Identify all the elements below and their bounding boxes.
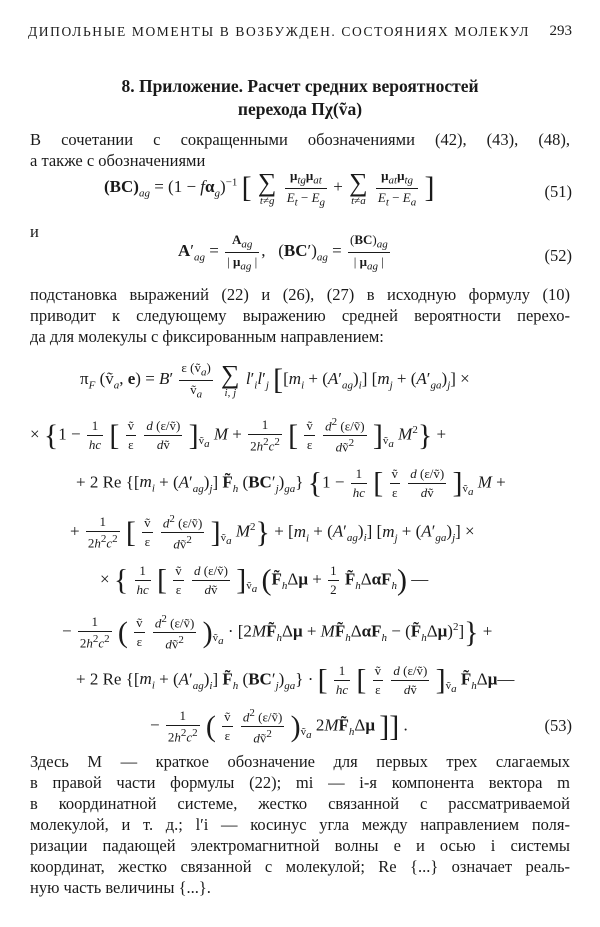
running-title: ДИПОЛЬНЫЕ МОМЕНТЫ В ВОЗБУЖДЕН. СОСТОЯНИЯХ МОЛЕКУЛ (28, 24, 530, 39)
equation-53-line3: + 2 Re {$[m_i + (A'_{ag})_j]$ $F̃_h$ $(BC'_j)_{ga}$} {1 − $\frac{1}{hc}$ [ $\frac{\text{ṽ}}{\varepsilon}$ $\frac{\text{d (ε/ṽ)}}{\text{dṽ}}$ ]$_{ṽ_a}$ M + (76, 466, 506, 500)
closing-line5: ризации падающей электромагнитной волны e и осью i системы (30, 836, 570, 855)
substitution-line2: приводит к следующему выражению средней вероятности перехо- (30, 306, 570, 325)
equation-53-label: (53) (544, 716, 572, 735)
section-title-line1: 8. Приложение. Расчет средних вероятностей (121, 76, 479, 96)
closing-line2: в правой части формулы (22); mi — i-я компонента вектора m (30, 773, 570, 792)
and-word: и (30, 222, 39, 241)
substitution-line3: да для молекулы с фиксированным направлением: (30, 327, 384, 346)
equation-53-line2: × {1 − $\frac{1}{hc}$ [ $\frac{\text{ṽ}}{\varepsilon}$ $\frac{\text{d (ε/ṽ)}}{\text{dṽ}}$ ]$_{ṽ_a}$ M + $\frac{1}{2h^2c^2}$ [ $\frac{\text{ṽ}}{\varepsilon}$ $\frac{d^2 (\varepsilon/ṽ)}{dṽ^2}$ ]$_{ṽ_a}$ $M^2$} + (30, 416, 447, 455)
intro-line2: а также с обозначениями (30, 151, 206, 170)
closing-line4: молекулой, и т. д.; l′i — косинус угла между направлением поля- (30, 815, 570, 834)
equation-53-line7: + 2 Re {$[m_i + (A'_{ag})_i]$ $F̃_h$ $(BC'_j)_{ga}$} · [ $\frac{1}{hc}$ [ $\frac{\text{ṽ}}{\varepsilon}$ $\frac{\text{d (ε/ṽ)}}{\text{dṽ}}$ ]$_{ṽ_a}$ $F̃_h\Delta\mu—$ (76, 663, 515, 697)
equation-52: $A'_{ag}$ = $\frac{A_{ag}}{| \mu_{ag} |}$ , $(BC')_{ag}$ = $\frac{(BC)_{ag}}{| \mu_{ag} |}$ (178, 232, 388, 273)
equation-51-label: (51) (544, 182, 572, 201)
section-title-line2: перехода Πχ(ṽa) (237, 99, 363, 119)
equation-53-line8: − $\frac{1}{2h^2c^2}$ ( $\frac{\text{ṽ}}{\varepsilon}$ $\frac{d^2 (\varepsilon/ṽ)}{dṽ^2}$ )$_{ṽ_a}$ $2MF̃_h\Delta\mu$ ]] . (150, 707, 408, 746)
equation-53-line1: $\pi_F$ (ṽ$_a$, e) = B′ $\frac{\varepsilon (ṽ_a)}{ṽ_a}$ ∑ i, j $l'_il'_j$ [$[m_i + (A'_{ag})_i] [m_j + (A'_{ga})_j]$ × (80, 359, 470, 401)
substitution-line1: подстановка выражений (22) и (26), (27) в исходную формулу (10) (30, 285, 570, 304)
equation-53-line6: − $\frac{1}{2h^2c^2}$ ( $\frac{\text{ṽ}}{\varepsilon}$ $\frac{d^2 (\varepsilon/ṽ)}{dṽ^2}$ )$_{ṽ_a}$ · [$2MF̃_h\Delta\mu$ + $MF̃_h\Delta\alpha F_h$ − $(F̃_h\Delta\mu)^2$]} + (62, 613, 493, 652)
equation-52-label: (52) (544, 246, 572, 265)
closing-line3: в координатной системе, жестко связанной с рассматриваемой (30, 794, 570, 813)
equation-51: $(BC)_{ag} = (1 - f\alpha_g)^{-1}$ [ ∑ t≠g $\frac{\mu_{tg}\mu_{at}}{E_t - E_g}$ + ∑ t≠a $\frac{\mu_{at}\mu_{tg}}{E_t - E_a}$ ] (104, 167, 435, 209)
equation-53-line5: × { $\frac{1}{hc}$ [ $\frac{\text{ṽ}}{\varepsilon}$ $\frac{\text{d (ε/ṽ)}}{\text{dṽ}}$ ]$_{ṽ_a}$ ($F̃_h\Delta\mu$ + $\frac{1}{2}$ $F̃_h\Delta\alpha F_h$) — (100, 563, 429, 597)
closing-line7: ную часть величины {...}. (30, 878, 211, 897)
closing-line6: координат, жестко связанной с молекулой; Re {...} означает реаль- (30, 857, 570, 876)
equation-53-line4: + $\frac{1}{2h^2c^2}$ [ $\frac{\text{ṽ}}{\varepsilon}$ $\frac{d^2 (\varepsilon/ṽ)}{dṽ^2}$ ]$_{ṽ_a}$ $M^2\} + [m_i + (A'_{ag})_i] [m_j + (A'_{ga})_j]$ × (70, 513, 475, 552)
page-number: 293 (549, 23, 572, 39)
intro-line1: В сочетании с сокращенными обозначениями (42), (43), (48), (30, 130, 570, 149)
running-header (28, 24, 572, 44)
closing-line1: Здесь M — краткое обозначение для первых трех слагаемых (30, 752, 570, 771)
